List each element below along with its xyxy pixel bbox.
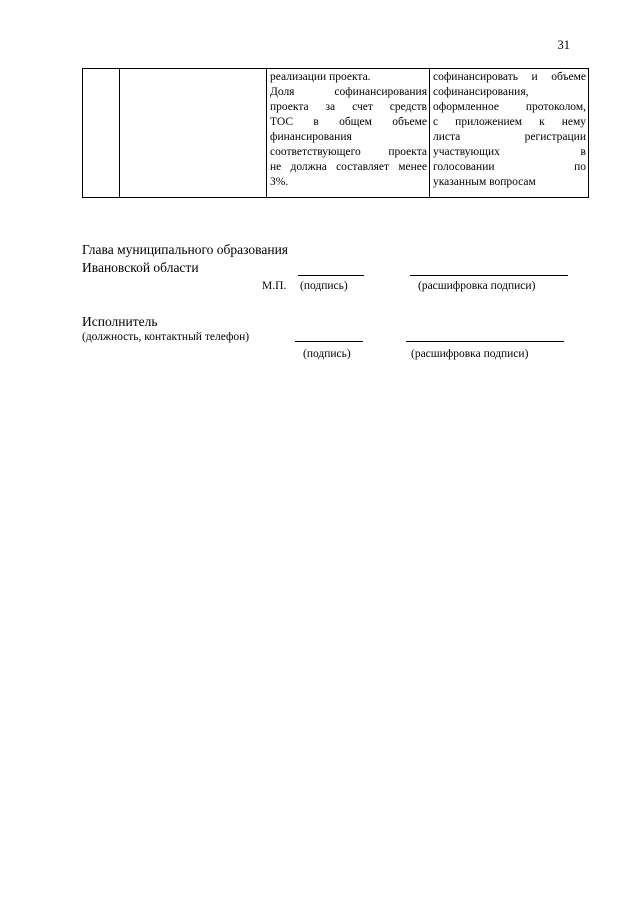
table-cell-confirmation (430, 69, 589, 198)
table-text-line: листа регистрации (433, 131, 586, 143)
decoding-line (410, 275, 568, 276)
table-text-line: с приложением к нему (433, 116, 586, 128)
head-title-line2: Ивановской области (82, 260, 199, 275)
table-text-line: софинансировать и объеме (433, 71, 586, 83)
signature-line (298, 275, 364, 276)
table-text-line: проекта за счет средств (270, 101, 427, 113)
table-text-line: участвующих в (433, 146, 586, 158)
page-number: 31 (557, 38, 570, 52)
decoding-line (406, 341, 564, 342)
table-cell-requirement (267, 69, 430, 198)
table-row (83, 69, 589, 198)
table-text-line: 3%. (270, 176, 289, 188)
table-text-line: финансирования (270, 131, 352, 143)
table-text-line: голосовании по (433, 161, 586, 173)
table-text-line: указанным вопросам (433, 176, 536, 188)
executor-subtitle: (должность, контактный телефон) (82, 331, 250, 343)
executor-title: Исполнитель (82, 314, 158, 329)
stamp-label: М.П. (262, 280, 287, 292)
decoding-caption: (расшифровка подписи) (411, 348, 529, 360)
head-title-line1: Глава муниципального образования (82, 242, 289, 257)
table-text-line: софинансирования, (433, 86, 529, 98)
criteria-table (82, 68, 589, 198)
table-cell-criterion (120, 69, 267, 198)
table-text-line: ТОС в общем объеме (270, 116, 427, 128)
table-text-line: соответствующего проекта (270, 146, 427, 158)
table-text-line: не должна составляет менее (270, 161, 427, 173)
table-text-line: оформленное протоколом, (433, 101, 586, 113)
signature-caption: (подпись) (300, 280, 348, 292)
signature-caption: (подпись) (303, 348, 351, 360)
signature-line (295, 341, 363, 342)
table-text-line: Доля софинансирования (270, 86, 427, 98)
table-text-line: реализации проекта. (270, 71, 371, 83)
table-cell-number (83, 69, 120, 198)
decoding-caption: (расшифровка подписи) (418, 280, 536, 292)
